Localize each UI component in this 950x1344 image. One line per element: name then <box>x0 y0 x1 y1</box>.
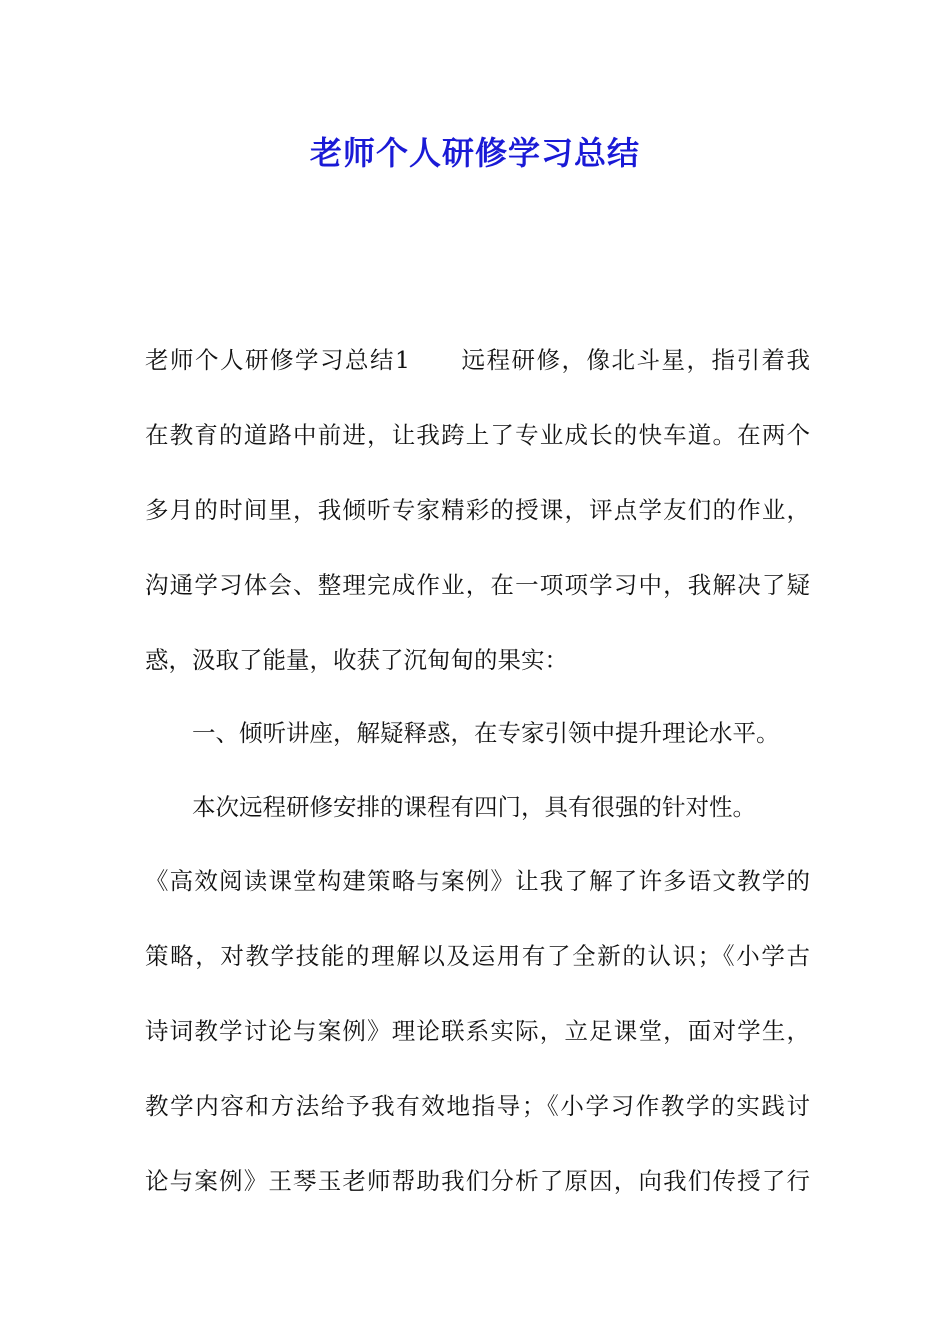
section-heading: 一、倾听讲座，解疑释惑，在专家引领中提升理论水平。 <box>192 719 780 747</box>
paragraph-line: 多月的时间里，我倾听专家精彩的授课，评点学友们的作业， <box>145 496 810 524</box>
paragraph-line: 教学内容和方法给予我有效地指导；《小学习作教学的实践讨 <box>145 1092 810 1120</box>
paragraph-line: 《高效阅读课堂构建策略与案例》让我了解了许多语文教学的 <box>145 867 810 895</box>
document-title: 老师个人研修学习总结 <box>309 134 640 172</box>
paragraph-line: 本次远程研修安排的课程有四门，具有很强的针对性。 <box>192 793 756 821</box>
paragraph-line: 沟通学习体会、整理完成作业，在一项项学习中，我解决了疑 <box>145 571 810 599</box>
paragraph-line: 论与案例》王琴玉老师帮助我们分析了原因，向我们传授了行 <box>145 1167 810 1195</box>
paragraph-line: 策略，对教学技能的理解以及运用有了全新的认识；《小学古 <box>145 942 810 970</box>
paragraph-line: 老师个人研修学习总结1 远程研修，像北斗星，指引着我 <box>145 346 810 374</box>
paragraph-line: 惑，汲取了能量，收获了沉甸甸的果实： <box>145 646 568 674</box>
paragraph-line: 在教育的道路中前进，让我跨上了专业成长的快车道。在两个 <box>145 421 810 449</box>
paragraph-line: 诗词教学讨论与案例》理论联系实际，立足课堂，面对学生， <box>145 1017 810 1045</box>
